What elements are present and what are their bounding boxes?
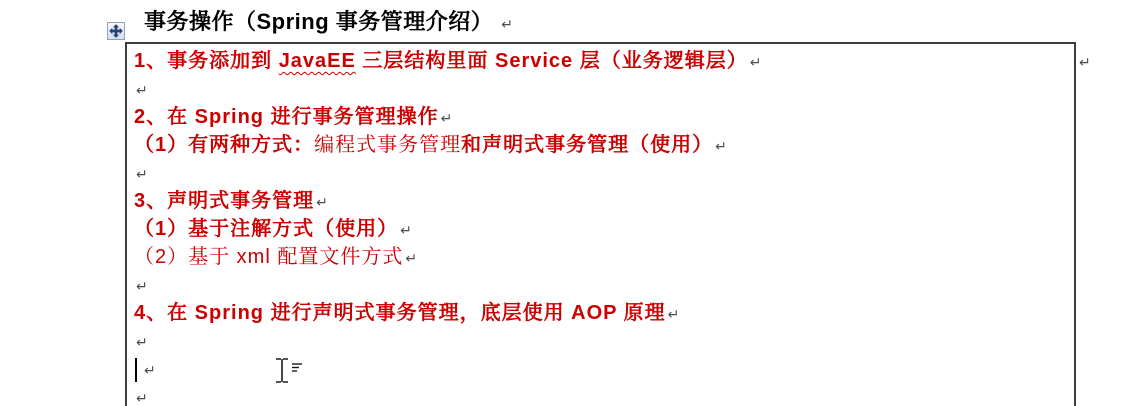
ibeam-cursor (274, 357, 304, 385)
text-run: 和声明式事务管理（使用） (461, 134, 714, 156)
spellcheck-flagged-text: JavaEE (278, 50, 356, 72)
text-line (134, 159, 1066, 187)
paragraph-mark-icon: ↵ (749, 54, 762, 70)
paragraph-mark-icon: ↵ (136, 166, 148, 182)
four-direction-arrow-icon (109, 24, 123, 38)
text-line (134, 75, 1066, 103)
text-caret (135, 358, 137, 382)
paragraph-mark-icon: ↵ (405, 250, 418, 266)
paragraph-mark-icon: ↵ (400, 222, 412, 238)
paragraph-mark-icon: ↵ (136, 82, 148, 98)
text-line (134, 187, 1066, 215)
text-run: （2）基于 xml 配置文件方式 (134, 246, 404, 268)
text-run: 1、事务添加到 (134, 50, 279, 72)
content-textbox[interactable] (125, 42, 1076, 406)
paragraph-mark-icon: ↵ (667, 306, 680, 322)
text-line (134, 299, 1066, 327)
text-line (134, 131, 1066, 159)
text-line (134, 103, 1066, 131)
text-line (134, 271, 1066, 299)
text-line (134, 215, 1066, 243)
table-move-handle-icon[interactable] (107, 22, 125, 40)
paragraph-mark-icon: ↵ (144, 362, 156, 378)
section-heading[interactable] (144, 6, 513, 38)
text-line (134, 383, 1066, 406)
paragraph-mark-icon: ↵ (136, 334, 148, 350)
text-run: 4、在 Spring 进行声明式事务管理，底层使用 AOP 原理 (134, 302, 666, 324)
paragraph-mark-icon: ↵ (1079, 54, 1091, 70)
paragraph-mark-icon: ↵ (136, 278, 148, 294)
paragraph-mark-icon: ↵ (501, 16, 514, 32)
ibeam-cursor-icon (274, 357, 304, 385)
paragraph-mark-icon: ↵ (136, 390, 148, 406)
text-run: （1）基于注解方式（使用） (134, 218, 399, 240)
text-run: 三层结构里面 (355, 50, 495, 72)
paragraph-mark-icon: ↵ (440, 110, 453, 126)
text-line (134, 47, 1066, 75)
text-line (134, 327, 1066, 355)
paragraph-mark-icon: ↵ (715, 138, 727, 154)
text-line (134, 243, 1066, 271)
text-run: （1）有两种方式： (134, 134, 315, 156)
text-run: Service (494, 50, 574, 72)
heading-text: 事务操作（Spring 事务管理介绍） (144, 9, 494, 34)
text-run: 编程式事务管理 (314, 134, 462, 156)
text-run: 2、在 Spring 进行事务管理操作 (134, 106, 439, 128)
text-run: 层（业务逻辑层） (573, 50, 748, 72)
paragraph-mark-icon: ↵ (316, 194, 328, 210)
text-run: 3、声明式事务管理 (134, 190, 315, 212)
